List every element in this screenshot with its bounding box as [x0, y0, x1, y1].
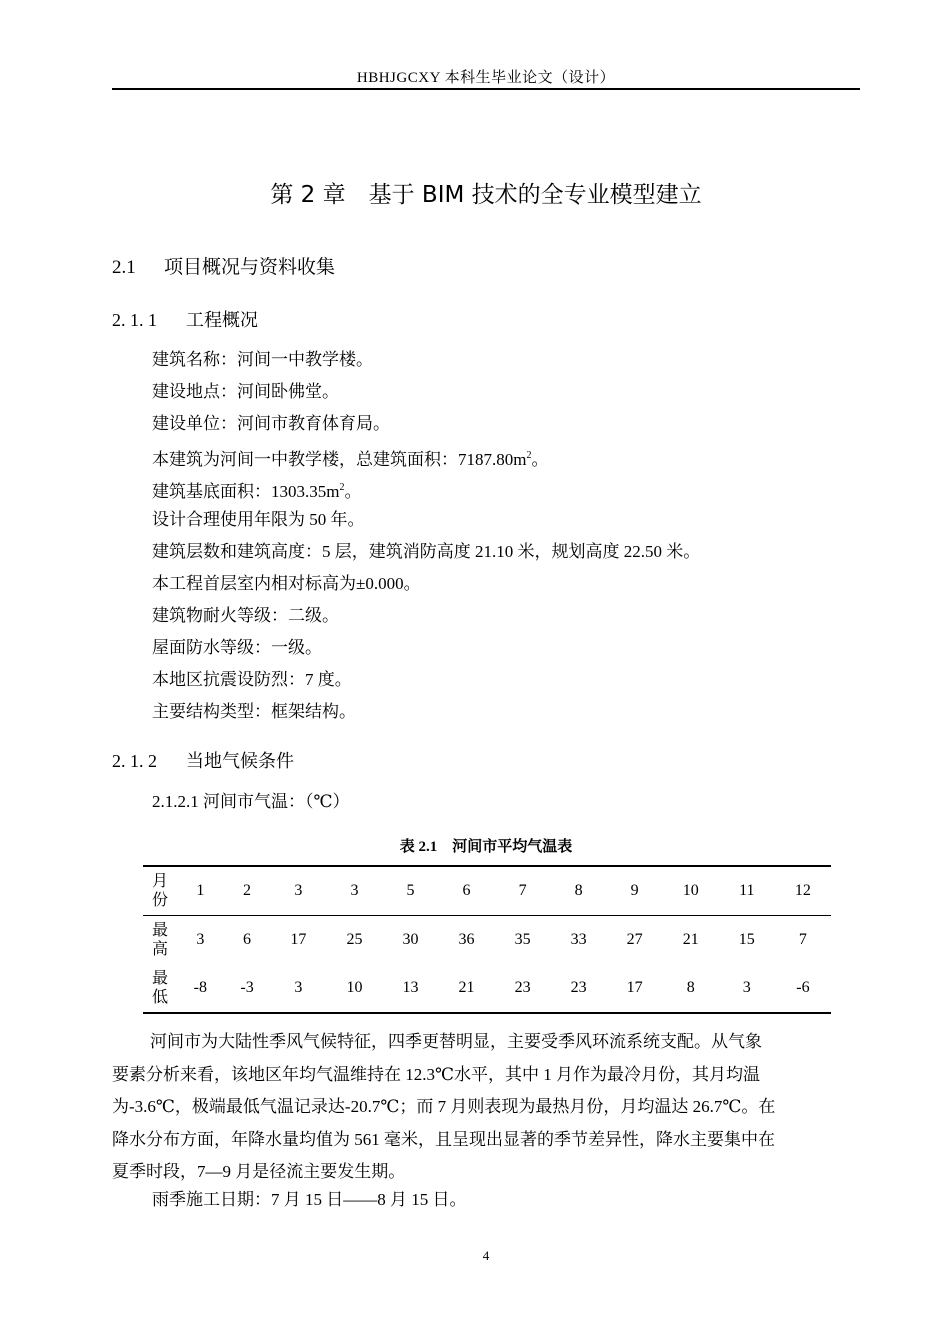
section-number: 2.1 — [112, 257, 136, 278]
row-label-char: 最 — [151, 970, 168, 987]
overview-line — [152, 472, 700, 504]
table-cell: 17 — [290, 931, 307, 948]
line-text-end: 。 — [531, 450, 549, 469]
line-text-end: 。 — [344, 482, 362, 501]
row-label-char: 高 — [151, 941, 168, 958]
table-cell: 1 — [177, 866, 224, 916]
table-cell: 10 — [663, 866, 719, 916]
table-cell: 5 — [382, 866, 438, 916]
overview-line: 建筑层数和建筑高度：5 层，建筑消防高度 21.10 米，规划高度 22.50 米。 — [152, 542, 701, 561]
table-cell: 30 — [402, 931, 419, 948]
chapter-title: 第 2 章 基于 BIM 技术的全专业模型建立 — [270, 182, 702, 208]
overview-line: 本地区抗震设防烈：7 度。 — [152, 670, 352, 689]
table-cell: -8 — [193, 979, 207, 996]
rain-season-line: 雨季施工日期：7 月 15 日——8 月 15 日。 — [152, 1190, 467, 1209]
paragraph-line: 降水分布方面，年降水量均值为 561 毫米，且呈现出显著的季节差异性，降水主要集中在 — [112, 1129, 775, 1149]
table-cell: 15 — [738, 931, 755, 948]
section-title: 项目概况与资料收集 — [164, 256, 336, 278]
section-2-1-2-heading — [112, 747, 294, 773]
table-cell: -3 — [240, 979, 254, 996]
table-cell: 17 — [626, 979, 643, 996]
row-label — [143, 916, 177, 965]
table-cell: 3 — [742, 979, 751, 996]
overview-line: 建设单位：河间市教育体育局。 — [152, 414, 390, 433]
table-cell: 23 — [570, 979, 587, 996]
table-cell: -6 — [796, 979, 810, 996]
paragraph-line: 为-3.6℃，极端最低气温记录达-20.7℃；而 7 月则表现为最热月份，月均温达 26.7℃。在 — [112, 1097, 776, 1116]
overview-line — [152, 440, 700, 472]
table-cell: 6 — [439, 866, 495, 916]
table-caption: 表 2.1 河间市平均气温表 — [399, 839, 573, 855]
table-row — [143, 916, 831, 965]
table-cell: 21 — [682, 931, 699, 948]
table-cell: 35 — [514, 931, 531, 948]
table-cell: 10 — [346, 979, 363, 996]
table-cell: 3 — [294, 979, 303, 996]
line-text: 建筑基底面积：1303.35m — [152, 482, 340, 501]
subheading-text: 2.1.2.1 河间市气温：（℃） — [152, 792, 350, 811]
table-cell: 8 — [551, 866, 607, 916]
table-cell: 33 — [570, 931, 587, 948]
overview-line: 主要结构类型：框架结构。 — [152, 702, 356, 721]
table-cell: 36 — [458, 931, 475, 948]
paragraph-line: 要素分析来看，该地区年均气温维持在 12.3℃水平，其中 1 月作为最冷月份，其月均温 — [112, 1064, 761, 1084]
overview-line: 设计合理使用年限为 50 年。 — [152, 510, 365, 529]
header-rule — [112, 88, 860, 90]
superscript: 2 — [339, 482, 345, 493]
table-cell: 12 — [775, 866, 831, 916]
table-cell: 23 — [514, 979, 531, 996]
table-cell: 25 — [346, 931, 363, 948]
section-2-1-1-heading — [112, 306, 258, 332]
overview-line: 建筑名称：河间一中教学楼。 — [152, 350, 373, 369]
table-cell: 2 — [224, 866, 271, 916]
table-row — [143, 866, 831, 916]
table-cell: 11 — [719, 866, 775, 916]
row-label-char: 份 — [151, 892, 168, 909]
overview-line: 建设地点：河间卧佛堂。 — [152, 382, 339, 401]
superscript: 2 — [526, 450, 532, 461]
page-number: 4 — [482, 1248, 490, 1263]
table-cell: 21 — [458, 979, 475, 996]
section-2-1-heading — [112, 252, 335, 279]
row-label — [143, 866, 177, 916]
row-label-char: 月 — [151, 873, 168, 890]
overview-line: 本工程首层室内相对标高为±0.000。 — [152, 574, 421, 593]
table-cell: 9 — [607, 866, 663, 916]
climate-paragraph — [112, 1026, 860, 1189]
table-cell: 13 — [402, 979, 419, 996]
table-cell: 27 — [626, 931, 643, 948]
running-header: HBHJGCXY 本科生毕业论文（设计） — [356, 70, 616, 86]
table-cell: 7 — [495, 866, 551, 916]
row-label-char: 低 — [151, 989, 168, 1006]
temperature-subheading — [152, 786, 350, 818]
overview-list — [152, 344, 700, 728]
subsection-number: 2. 1. 1 — [112, 310, 157, 330]
overview-line: 建筑物耐火等级：二级。 — [152, 606, 339, 625]
table-cell: 6 — [243, 931, 252, 948]
table-cell: 3 — [196, 931, 205, 948]
subsection-title: 工程概况 — [186, 310, 258, 331]
line-text: 本建筑为河间一中教学楼，总建筑面积：7187.80m — [152, 450, 527, 469]
subsection-title: 当地气候条件 — [186, 751, 294, 772]
table-cell: 3 — [326, 866, 382, 916]
table-cell: 8 — [686, 979, 695, 996]
row-label-char: 最 — [151, 922, 168, 939]
row-label — [143, 964, 177, 1013]
table-row — [143, 964, 831, 1013]
paragraph-line: 夏季时段，7—9 月是径流主要发生期。 — [112, 1162, 406, 1181]
table-cell: 7 — [798, 931, 807, 948]
table-cell: 3 — [270, 866, 326, 916]
temperature-table — [143, 865, 831, 1014]
overview-line: 屋面防水等级：一级。 — [152, 638, 322, 657]
paragraph-line: 河间市为大陆性季风气候特征，四季更替明显，主要受季风环流系统支配。从气象 — [150, 1032, 762, 1051]
subsection-number: 2. 1. 2 — [112, 751, 157, 771]
